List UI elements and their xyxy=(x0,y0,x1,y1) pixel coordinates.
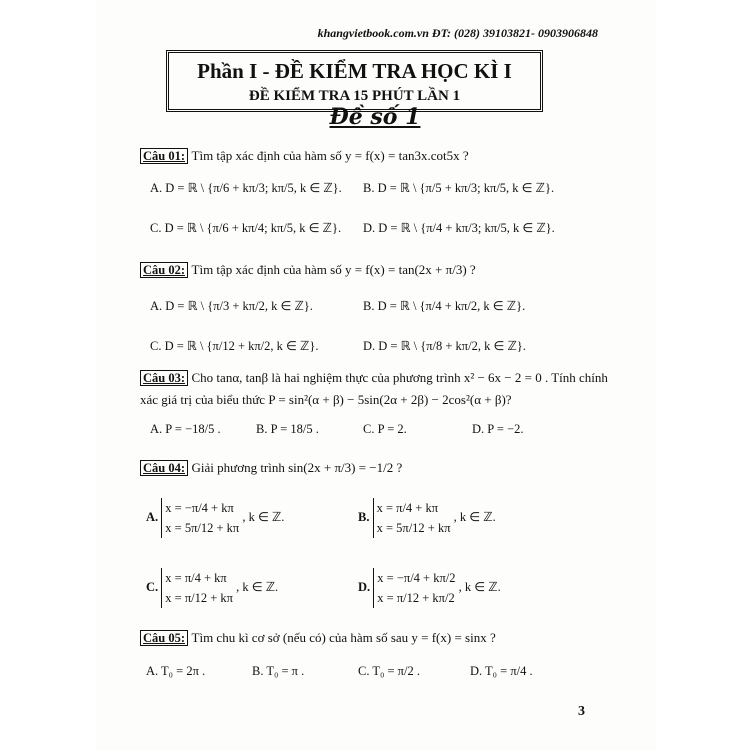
equation-line: x = π/4 + kπ xyxy=(165,571,227,585)
equation-system xyxy=(373,568,455,608)
option-3b: B. P = 18/5 . xyxy=(256,422,319,436)
equation-line: x = π/4 + kπ xyxy=(376,501,439,515)
option-3c: C. P = 2. xyxy=(363,422,407,436)
option-5c: C. T₀ = π/2 . xyxy=(358,664,420,678)
question-4 xyxy=(140,460,402,476)
equation-system xyxy=(161,568,233,608)
question-label: Câu 03: xyxy=(140,370,188,386)
option-4a xyxy=(146,498,284,538)
question-label: Câu 04: xyxy=(140,460,188,476)
question-2 xyxy=(140,262,476,278)
equation-line: x = π/12 + kπ/2 xyxy=(377,591,455,605)
question-text: Tìm tập xác định của hàm số y = f(x) = tan3x.cot5x ? xyxy=(191,148,469,163)
condition: , k ∈ ℤ. xyxy=(242,509,285,524)
condition: , k ∈ ℤ. xyxy=(458,579,501,594)
option-2a: A. D = ℝ \ {π/3 + kπ/2, k ∈ ℤ}. xyxy=(150,299,313,313)
option-4c xyxy=(146,568,278,608)
test-number: Đề số 1 xyxy=(329,104,421,130)
condition: , k ∈ ℤ. xyxy=(236,579,279,594)
option-2d: D. D = ℝ \ {π/8 + kπ/2, k ∈ ℤ}. xyxy=(363,339,526,353)
page-number: 3 xyxy=(578,704,585,719)
option-letter: B. xyxy=(358,509,370,524)
question-text: Tìm tập xác định của hàm số y = f(x) = tan(2x + π/3) ? xyxy=(191,262,476,277)
title-box xyxy=(166,50,543,112)
option-3a: A. P = −18/5 . xyxy=(150,422,221,436)
option-1a: A. D = ℝ \ {π/6 + kπ/3; kπ/5, k ∈ ℤ}. xyxy=(150,181,342,195)
equation-system xyxy=(373,498,451,538)
question-label: Câu 01: xyxy=(140,148,188,164)
equation-system xyxy=(161,498,239,538)
equation-line: x = 5π/12 + kπ xyxy=(376,521,451,535)
part-title: Phần I - ĐỀ KIỂM TRA HỌC KÌ I xyxy=(197,59,512,83)
equation-line: x = π/12 + kπ xyxy=(165,591,233,605)
page-header: khangvietbook.com.vn ĐT: (028) 39103821- 0903906848 xyxy=(317,26,598,40)
question-text: Tìm chu kì cơ sở (nếu có) của hàm số sau y = f(x) = sinx ? xyxy=(191,630,496,645)
option-4d xyxy=(358,568,501,608)
question-text: Giải phương trình sin(2x + π/3) = −1/2 ? xyxy=(191,460,403,475)
option-3d: D. P = −2. xyxy=(472,422,524,436)
condition: , k ∈ ℤ. xyxy=(453,509,496,524)
option-5b: B. T₀ = π . xyxy=(252,664,305,678)
equation-line: x = −π/4 + kπ/2 xyxy=(377,571,456,585)
option-1d: D. D = ℝ \ {π/4 + kπ/3; kπ/5, k ∈ ℤ}. xyxy=(363,221,555,235)
option-letter: A. xyxy=(146,509,159,524)
option-letter: C. xyxy=(146,579,159,594)
option-1b: B. D = ℝ \ {π/5 + kπ/3; kπ/5, k ∈ ℤ}. xyxy=(363,181,555,195)
option-4b xyxy=(358,498,496,538)
question-5 xyxy=(140,630,496,646)
option-5a: A. T₀ = 2π . xyxy=(146,664,206,678)
option-2b: B. D = ℝ \ {π/4 + kπ/2, k ∈ ℤ}. xyxy=(363,299,526,313)
question-label: Câu 05: xyxy=(140,630,188,646)
question-text: Cho tanα, tanβ là hai nghiệm thực của phương trình x² − 6x − 2 = 0 . Tính chính xyxy=(191,370,608,385)
question-1 xyxy=(140,148,469,164)
equation-line: x = 5π/12 + kπ xyxy=(165,521,240,535)
option-letter: D. xyxy=(358,579,371,594)
test-title: ĐỀ KIỂM TRA 15 PHÚT LẦN 1 xyxy=(248,88,461,104)
option-2c: C. D = ℝ \ {π/12 + kπ/2, k ∈ ℤ}. xyxy=(150,339,319,353)
option-1c: C. D = ℝ \ {π/6 + kπ/4; kπ/5, k ∈ ℤ}. xyxy=(150,221,342,235)
question-3-line-2: xác giá trị của biểu thức P = sin²(α + β) − 5sin(2α + 2β) − 2cos²(α + β)? xyxy=(140,392,512,407)
option-5d: D. T₀ = π/4 . xyxy=(470,664,533,678)
equation-line: x = −π/4 + kπ xyxy=(165,501,234,515)
question-3 xyxy=(140,370,608,386)
question-label: Câu 02: xyxy=(140,262,188,278)
